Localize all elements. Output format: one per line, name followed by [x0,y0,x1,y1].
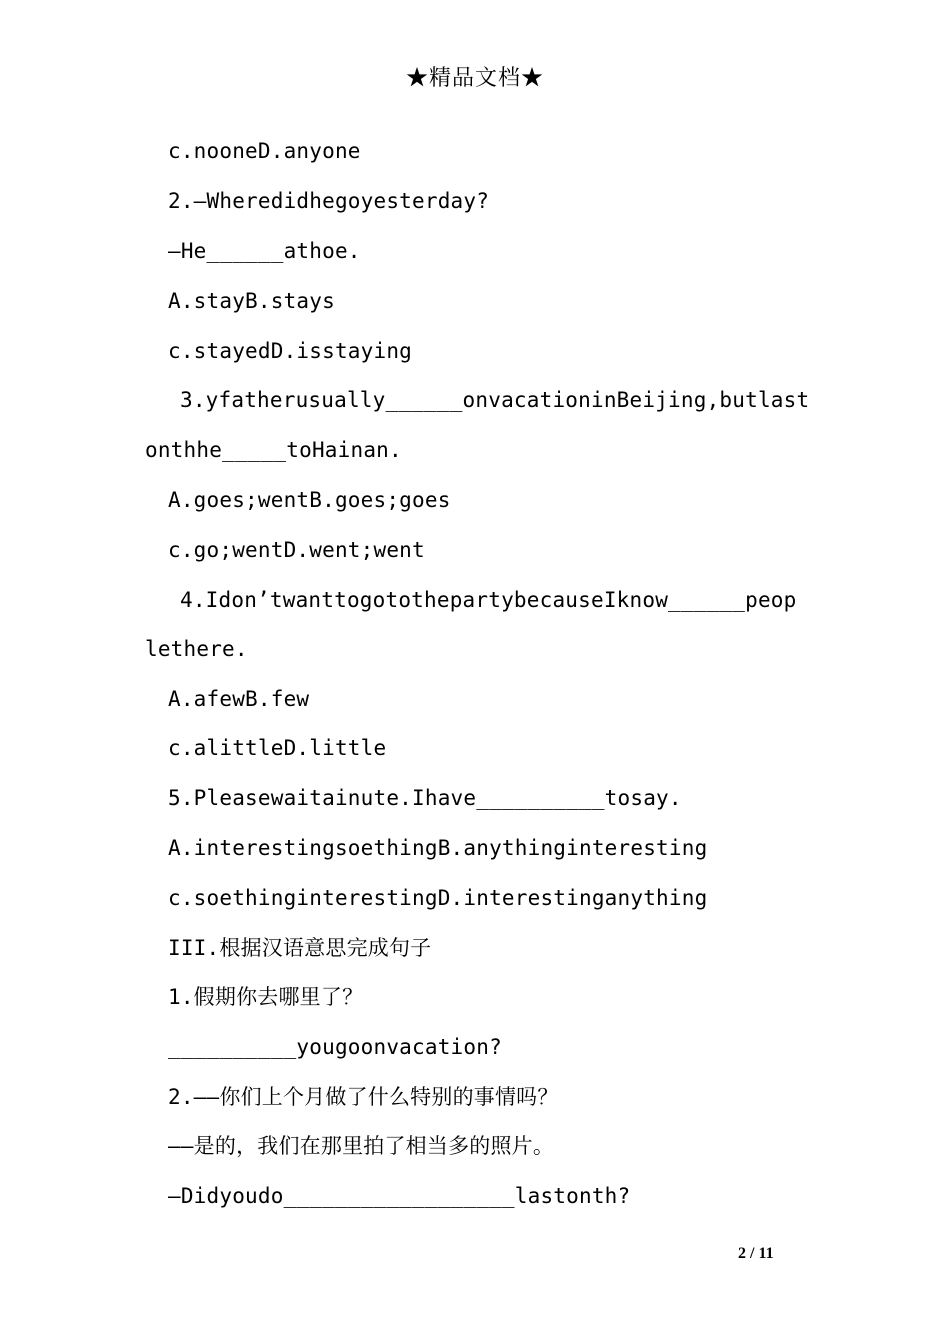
text-line: lethere. [145,637,248,661]
text-line: c.go;wentD.went;went [168,538,425,562]
text-line: __________yougoonvacation? [168,1035,502,1059]
text-line: 2.—Wheredidhegoyesterday? [168,189,490,213]
text-line: 1.假期你去哪里了？ [168,985,364,1009]
text-line: A.afewB.few [168,687,310,711]
text-line: c.nooneD.anyone [168,139,361,163]
text-line: c.alittleD.little [168,736,387,760]
text-line: c.soethinginterestingD.interestinganything [168,886,708,910]
text-line: 3.yfatherusually______onvacationinBeijing,butlast [180,388,810,412]
text-line: A.goes;wentB.goes;goes [168,488,451,512]
text-line: —He______athoe. [168,239,361,263]
document-header: ★精品文档★ [405,66,544,91]
text-line: c.stayedD.isstaying [168,339,413,363]
text-line: 4.Idon’twanttogotothepartybecauseIknow______peop [180,588,797,612]
text-line: ——是的，我们在那里拍了相当多的照片。 [168,1134,555,1158]
text-line: 5.Pleasewaitainute.Ihave__________tosay. [168,786,682,810]
section-heading: III.根据汉语意思完成句子 [168,936,432,960]
text-line: —Didyoudo__________________lastonth? [168,1184,631,1208]
text-line: A.interestingsoethingB.anythinginteresting [168,836,708,860]
text-line: 2.——你们上个月做了什么特别的事情吗？ [168,1085,559,1109]
text-line: A.stayB.stays [168,289,335,313]
page-number: 2 / 11 [738,1245,774,1262]
text-line: onthhe_____toHainan. [145,438,402,462]
